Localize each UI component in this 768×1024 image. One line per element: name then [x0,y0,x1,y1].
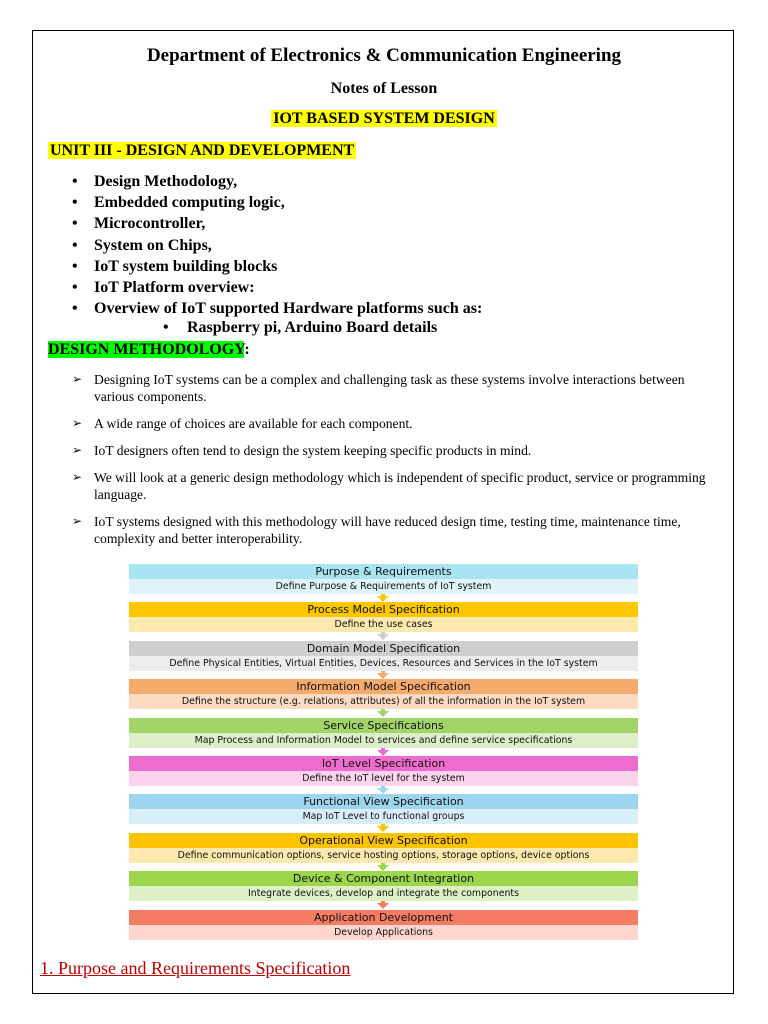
notes-heading: Notes of Lesson [330,80,438,97]
flow-stage-description: Develop Applications [129,925,638,940]
list-item: • System on Chips, [72,236,212,254]
flow-stage-description: Define communication options, service hosting options, storage options, device options [129,848,638,863]
flow-stage-description: Define the IoT level for the system [129,771,638,786]
flow-arrow-icon [377,750,389,756]
flow-stage-title: Device & Component Integration [129,871,638,886]
section-link[interactable]: 1. Purpose and Requirements Specification [40,958,351,978]
flow-arrow-icon [377,826,389,832]
list-item: • IoT Platform overview: [72,278,255,296]
list-item: ➢ Designing IoT systems can be a complex and challenging task as these systems involve interactions between various components. [72,372,685,404]
flow-stage [129,718,638,748]
subject-heading [0,110,768,128]
flow-stage [129,679,638,709]
section-title: DESIGN METHODOLOGY [48,341,245,358]
flow-stage-description: Integrate devices, develop and integrate the components [129,886,638,901]
unit-heading [48,142,356,160]
flow-stage-title: IoT Level Specification [129,756,638,771]
list-item: • Overview of IoT supported Hardware platforms such as: [72,300,483,318]
flow-stage [129,794,638,824]
flow-stage-description: Define Purpose & Requirements of IoT system [129,579,638,594]
arrow-bullet-icon: ➢ [72,470,83,484]
flow-stage-description: Define Physical Entities, Virtual Entities, Devices, Resources and Services in the IoT system [129,656,638,671]
list-item: ➢ IoT systems designed with this methodology will have reduced design time, testing time, maintenance time, complexity and better interoperability. [72,514,681,546]
flow-stage-description: Map Process and Information Model to services and define service specifications [129,733,638,748]
section-heading: DESIGN METHODOLOGY: [48,341,250,358]
methodology-flowchart [129,564,638,938]
department-heading: Department of Electronics & Communication Engineering [146,45,622,66]
flow-arrow-icon [377,634,389,640]
flow-stage-title: Operational View Specification [129,833,638,848]
flow-stage [129,756,638,786]
flow-stage [129,833,638,863]
flow-arrow-icon [377,711,389,717]
flow-arrow-icon [377,903,389,909]
flow-stage-title: Application Development [129,910,638,925]
flow-stage-title: Service Specifications [129,718,638,733]
arrow-bullet-icon: ➢ [72,372,83,386]
flow-arrow-icon [377,596,389,602]
flow-arrow-icon [377,865,389,871]
flow-stage-description: Define the structure (e.g. relations, attributes) of all the information in the IoT system [129,694,638,709]
subtopic-item: • Raspberry pi, Arduino Board details [163,319,438,336]
list-item: • Microcontroller, [72,215,206,233]
flow-arrow-icon [377,673,389,679]
methodology-points [72,371,722,557]
unit-title: UNIT III - DESIGN AND DEVELOPMENT [50,142,355,159]
arrow-bullet-icon: ➢ [72,443,83,457]
list-item: ➢ A wide range of choices are available for each component. [72,416,413,431]
flow-stage-title: Domain Model Specification [129,641,638,656]
flow-stage-description: Map IoT Level to functional groups [129,809,638,824]
flow-stage-title: Purpose & Requirements [129,564,638,579]
subject-title: IOT BASED SYSTEM DESIGN [273,110,495,127]
flow-stage [129,871,638,901]
list-item: • IoT system building blocks [72,257,278,275]
flow-stage [129,641,638,671]
list-item: • Embedded computing logic, [72,194,285,212]
arrow-bullet-icon: ➢ [72,416,83,430]
list-item: ➢ We will look at a generic design methodology which is independent of specific product, service or programming language. [72,470,706,502]
flow-stage [129,564,638,594]
flow-stage [129,602,638,632]
flow-arrow-icon [377,788,389,794]
list-item: ➢ IoT designers often tend to design the system keeping specific products in mind. [72,443,532,458]
flow-stage-title: Process Model Specification [129,602,638,617]
topic-list [70,171,482,319]
arrow-bullet-icon: ➢ [72,514,83,528]
flow-stage [129,910,638,940]
flow-stage-title: Information Model Specification [129,679,638,694]
flow-stage-description: Define the use cases [129,617,638,632]
flow-stage-title: Functional View Specification [129,794,638,809]
list-item: • Design Methodology, [72,173,238,190]
